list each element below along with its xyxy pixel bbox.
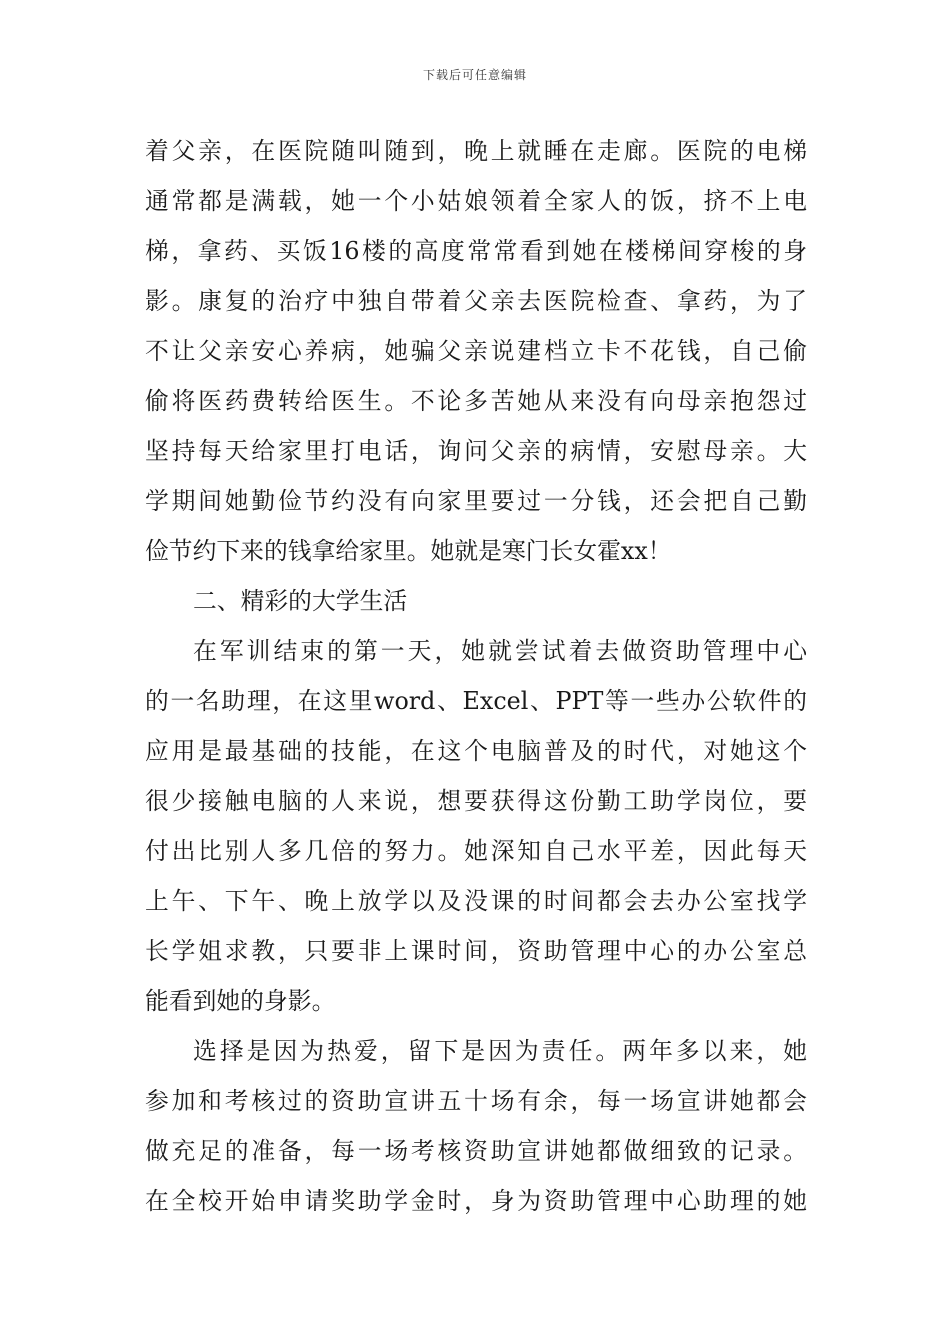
- document-body: [145, 126, 807, 1226]
- text-line: 梯，拿药、买饭16楼的高度常常看到她在楼梯间穿梭的身: [145, 237, 807, 265]
- text-line: 不让父亲安心养病，她骗父亲说建档立卡不花钱，自己偷: [145, 337, 807, 365]
- text-line: 很少接触电脑的人来说，想要获得这份勤工助学岗位，要: [145, 787, 807, 815]
- text-line: 长学姐求教，只要非上课时间，资助管理中心的办公室总: [145, 937, 807, 965]
- text-line: 上午、下午、晚上放学以及没课的时间都会去办公室找学: [145, 887, 807, 915]
- text-line: 做充足的准备，每一场考核资助宣讲她都做细致的记录。: [145, 1137, 807, 1165]
- text-line: 影。康复的治疗中独自带着父亲去医院检查、拿药，为了: [145, 287, 807, 315]
- text-line: 通常都是满载，她一个小姑娘领着全家人的饭，挤不上电: [145, 187, 807, 215]
- text-line: 偷将医药费转给医生。不论多苦她从来没有向母亲抱怨过: [145, 387, 807, 415]
- text-line: 付出比别人多几倍的努力。她深知自己水平差，因此每天: [145, 837, 807, 865]
- text-line: 坚持每天给家里打电话，询问父亲的病情，安慰母亲。大: [145, 437, 807, 465]
- text-line: 的一名助理，在这里word、Excel、PPT等一些办公软件的: [145, 687, 807, 715]
- text-line: 参加和考核过的资助宣讲五十场有余，每一场宣讲她都会: [145, 1087, 807, 1115]
- text-line: 在军训结束的第一天，她就尝试着去做资助管理中心: [193, 637, 807, 665]
- text-line: 着父亲，在医院随叫随到，晚上就睡在走廊。医院的电梯: [145, 137, 807, 165]
- text-line: 在全校开始申请奖助学金时，身为资助管理中心助理的她: [145, 1187, 807, 1215]
- text-line: 应用是最基础的技能，在这个电脑普及的时代，对她这个: [145, 737, 807, 765]
- text-line: 选择是因为热爱，留下是因为责任。两年多以来，她: [193, 1037, 807, 1065]
- header-note: 下载后可任意编辑: [422, 68, 527, 82]
- text-line: 俭节约下来的钱拿给家里。她就是寒门长女霍xx！: [145, 537, 672, 565]
- text-line: 能看到她的身影。: [145, 987, 336, 1015]
- text-line: 学期间她勤俭节约没有向家里要过一分钱，还会把自己勤: [145, 487, 807, 515]
- section-heading: 二、精彩的大学生活: [193, 587, 408, 615]
